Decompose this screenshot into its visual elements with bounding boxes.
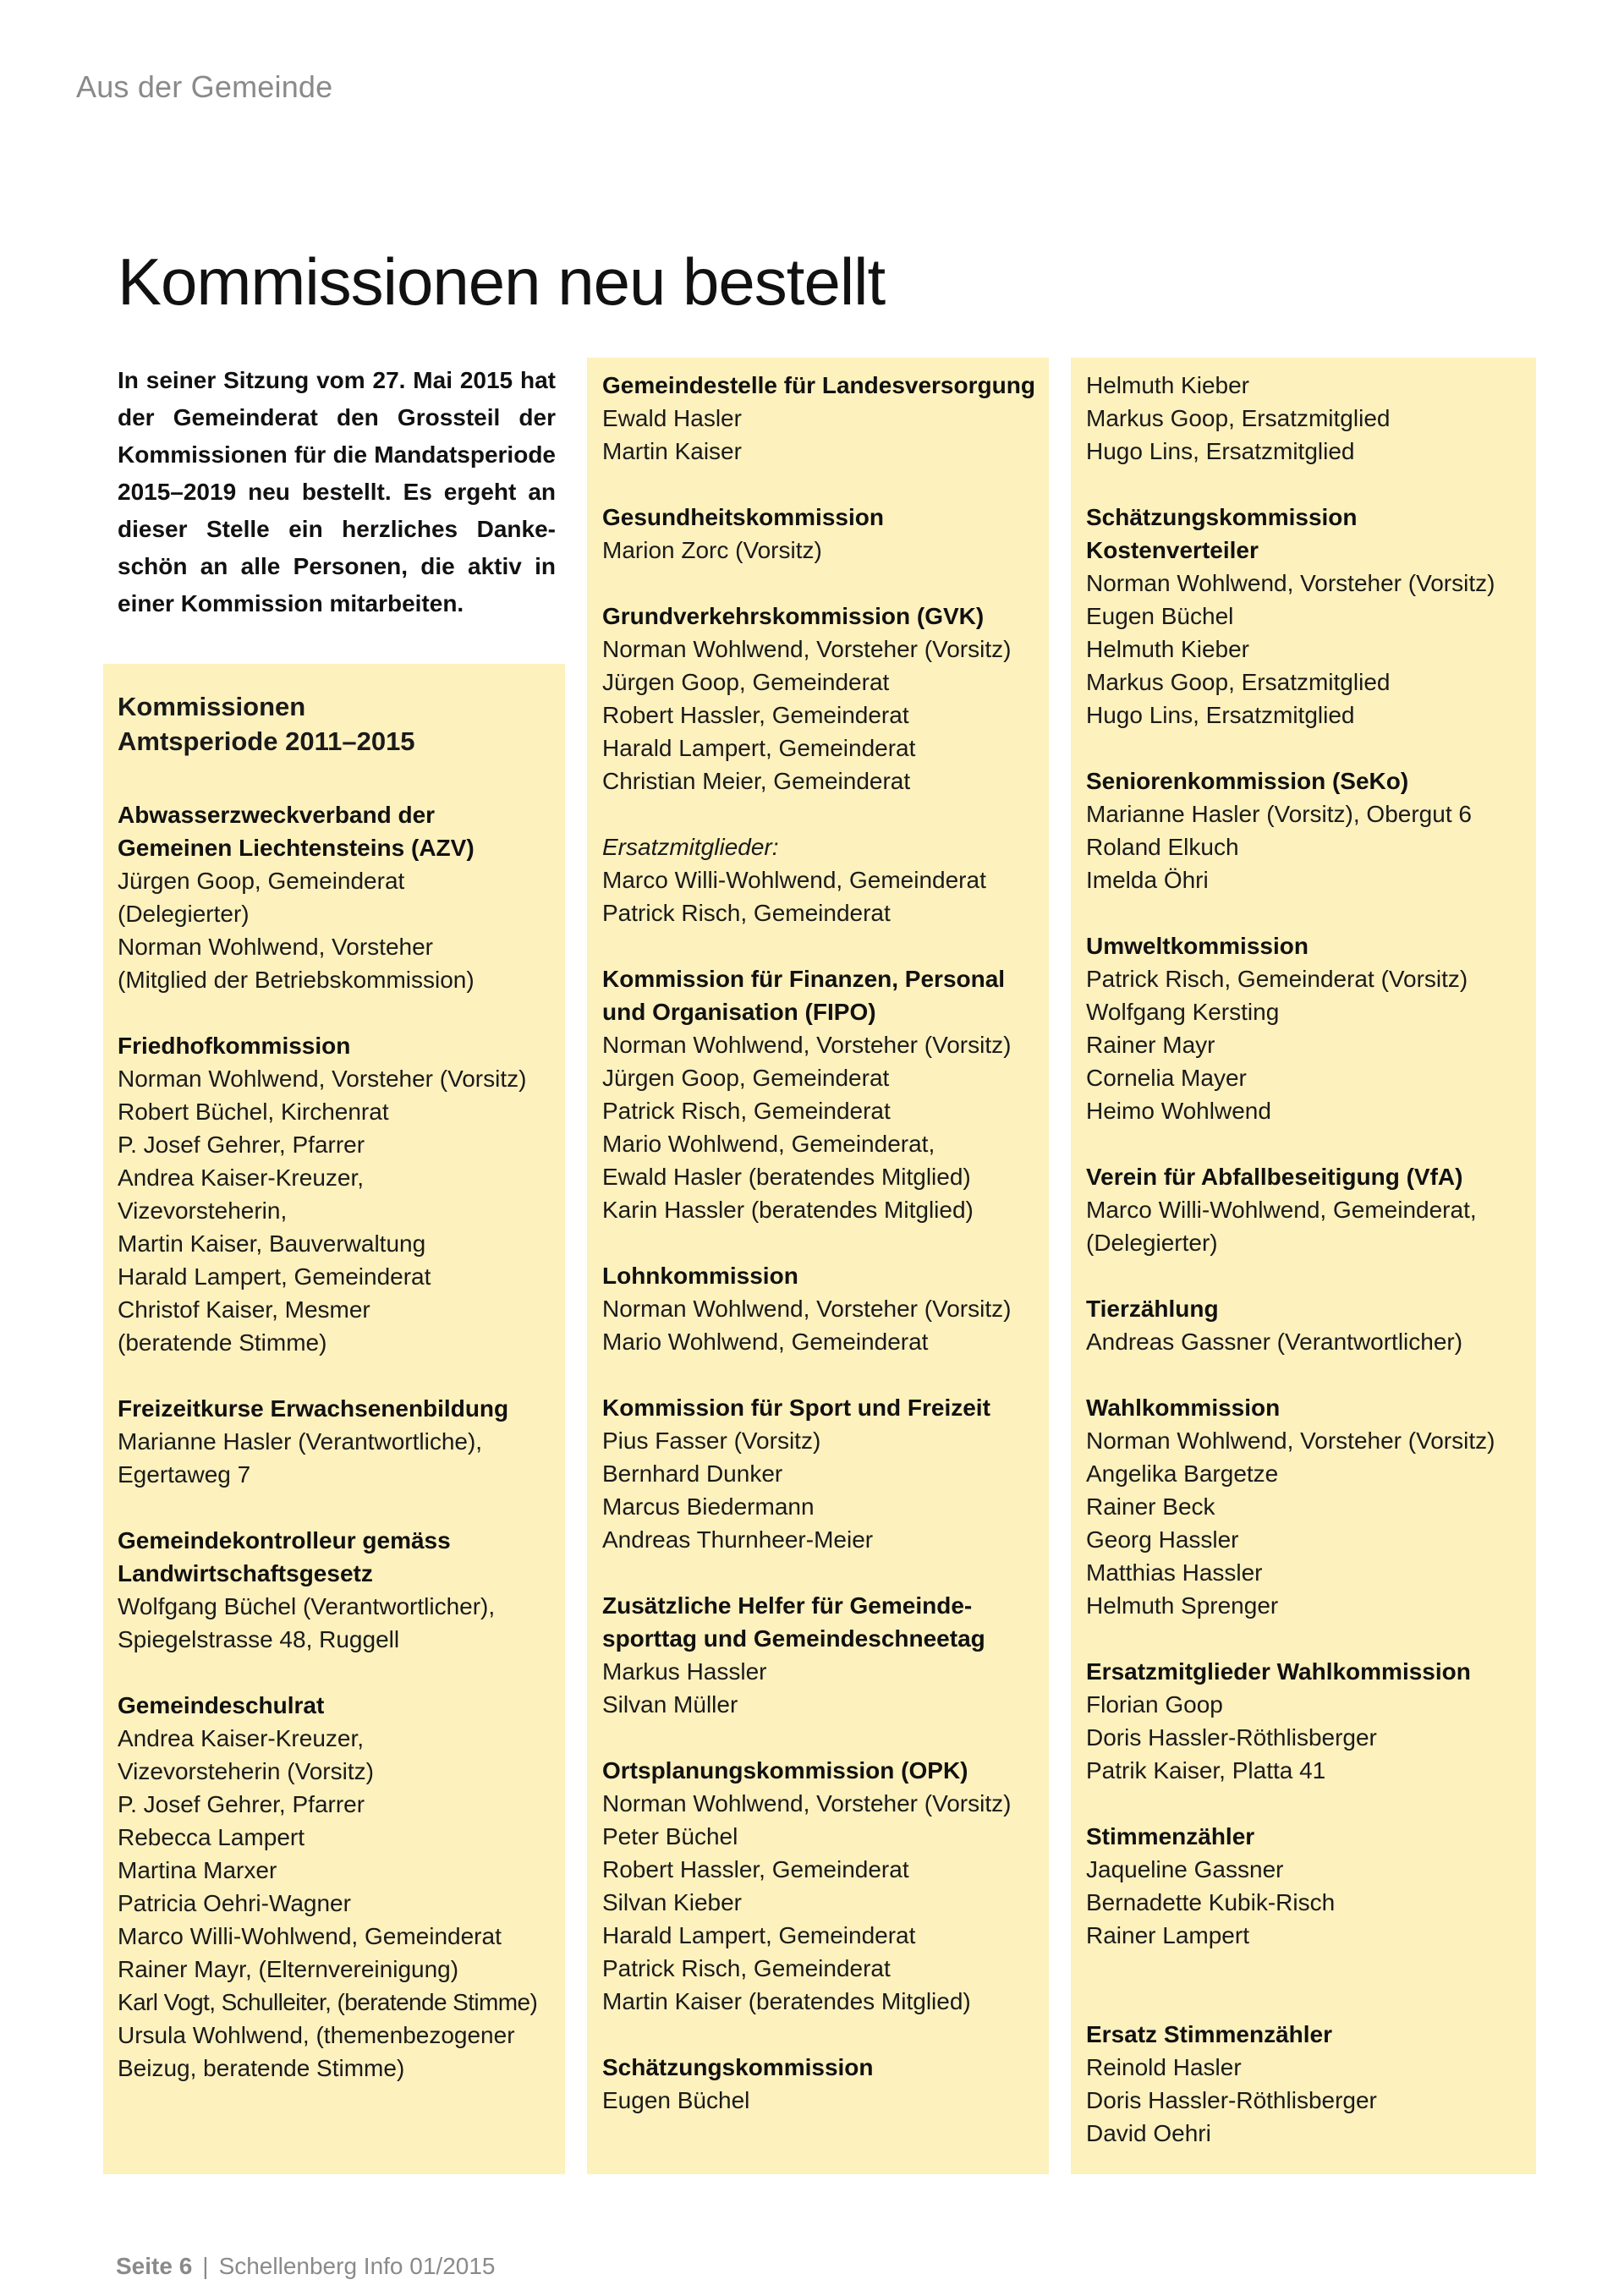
member-entry: Marco Willi-Wohlwend, Gemeinderat, xyxy=(1086,1197,1477,1223)
member-entry: Wolfgang Kersting xyxy=(1086,999,1280,1025)
member-entry: Vizevorsteherin, xyxy=(118,1197,288,1224)
member-entry: Jürgen Goop, Gemeinderat xyxy=(602,669,890,695)
member-entry: Bernhard Dunker xyxy=(602,1460,783,1487)
commission-title: Gemeindestelle für Landesversorgung xyxy=(602,372,1035,398)
member-entry: Mario Wohlwend, Gemeinderat xyxy=(602,1329,929,1355)
commission-group xyxy=(118,1524,553,1656)
commission-title: Schätzungskommission xyxy=(602,2054,874,2080)
commission-title: Kommission für Sport und Freizeit xyxy=(602,1395,990,1421)
member-entry: (Delegierter) xyxy=(1086,1230,1218,1256)
member-entry: Norman Wohlwend, Vorsteher (Vorsitz) xyxy=(602,1790,1012,1817)
member-entry: Rainer Lampert xyxy=(1086,1922,1249,1948)
member-entry: Markus Goop, Ersatzmitglied xyxy=(1086,405,1391,431)
member-entry: (beratende Stimme) xyxy=(118,1329,327,1356)
member-entry: Patrik Kaiser, Platta 41 xyxy=(1086,1757,1326,1784)
member-entry: Helmuth Kieber xyxy=(1086,636,1249,662)
commission-group xyxy=(1086,1292,1528,1358)
section-label: Aus der Gemeinde xyxy=(76,69,333,104)
commission-group xyxy=(602,1259,1037,1358)
member-entry: Robert Hassler, Gemeinderat xyxy=(602,702,909,728)
member-entry: Marianne Hasler (Verantwortliche), xyxy=(118,1428,483,1455)
member-entry: Norman Wohlwend, Vorsteher (Vorsitz) xyxy=(1086,1427,1495,1454)
member-entry: Patricia Oehri-Wagner xyxy=(118,1890,351,1916)
member-entry: Hugo Lins, Ersatzmitglied xyxy=(1086,438,1355,464)
member-entry: Martina Marxer xyxy=(118,1857,277,1883)
member-entry: Patrick Risch, Gemeinderat xyxy=(602,1955,891,1981)
member-entry: Martin Kaiser xyxy=(602,438,742,464)
commission-title: Schätzungskommission Kostenverteiler xyxy=(1086,504,1358,563)
commission-group xyxy=(118,1392,553,1491)
member-entry: Matthias Hassler xyxy=(1086,1559,1263,1586)
member-entry: Rainer Beck xyxy=(1086,1493,1215,1520)
member-entry: Jürgen Goop, Gemeinderat xyxy=(602,1065,890,1091)
footer-separator: | xyxy=(202,2253,209,2279)
member-entry: Jaqueline Gassner xyxy=(1086,1856,1284,1882)
commission-group xyxy=(1086,501,1528,732)
commission-title: Ersatzmitglieder Wahlkommission xyxy=(1086,1658,1471,1685)
member-entry: Vizevorsteherin (Vorsitz) xyxy=(118,1758,374,1784)
page-number: Seite 6 xyxy=(116,2253,193,2279)
member-entry: Doris Hassler-Röthlisberger xyxy=(1086,1724,1377,1751)
member-entry: Florian Goop xyxy=(1086,1691,1223,1718)
commission-group xyxy=(1086,929,1528,1127)
member-entry: Norman Wohlwend, Vorsteher (Vorsitz) xyxy=(118,1066,527,1092)
commission-title: Tierzählung xyxy=(1086,1296,1219,1322)
member-entry: Harald Lampert, Gemeinderat xyxy=(118,1263,431,1290)
commission-title: Freizeitkurse Erwachsenenbildung xyxy=(118,1395,509,1422)
commission-title: Verein für Abfallbeseitigung (VfA) xyxy=(1086,1164,1463,1190)
member-entry: Imelda Öhri xyxy=(1086,867,1209,893)
commission-title: Friedhofkommission xyxy=(118,1033,351,1059)
commission-title: Seniorenkommission (SeKo) xyxy=(1086,768,1409,794)
member-entry: Helmuth Sprenger xyxy=(1086,1592,1279,1619)
commission-title: Ersatz Stimmenzähler xyxy=(1086,2021,1332,2047)
member-entry: Egertaweg 7 xyxy=(118,1461,251,1488)
commission-group xyxy=(118,1029,553,1359)
member-entry: Rainer Mayr xyxy=(1086,1032,1215,1058)
commission-group xyxy=(602,369,1037,468)
commission-title: Lohnkommission xyxy=(602,1263,798,1289)
publication-name: Schellenberg Info 01/2015 xyxy=(218,2253,496,2279)
member-entry: Andreas Gassner (Verantwortlicher) xyxy=(1086,1329,1463,1355)
member-entry: Christian Meier, Gemeinderat xyxy=(602,768,911,794)
commission-group xyxy=(1086,1655,1528,1787)
member-entry: David Oehri xyxy=(1086,2120,1211,2146)
spacer xyxy=(1086,1985,1528,2018)
member-entry: Markus Goop, Ersatzmitglied xyxy=(1086,669,1391,695)
member-entry: Roland Elkuch xyxy=(1086,834,1239,860)
continued-member-list xyxy=(1086,369,1528,468)
member-entry: Silvan Kieber xyxy=(602,1889,742,1915)
member-entry: Hugo Lins, Ersatzmitglied xyxy=(1086,702,1355,728)
page-title: Kommissionen neu bestellt xyxy=(118,244,886,319)
member-entry: Heimo Wohlwend xyxy=(1086,1098,1271,1124)
member-entry: Karl Vogt, Schulleiter, (beratende Stimme) xyxy=(118,1989,538,2015)
commission-title: Wahlkommission xyxy=(1086,1395,1281,1421)
box1-group-list xyxy=(118,798,553,2085)
commission-group xyxy=(602,600,1037,929)
commission-group xyxy=(118,1689,553,2085)
commission-title: Stimmenzähler xyxy=(1086,1823,1255,1849)
member-entry: Norman Wohlwend, Vorsteher xyxy=(118,934,433,960)
member-entry: Marco Willi-Wohlwend, Gemeinderat xyxy=(118,1923,502,1949)
commission-group xyxy=(1086,764,1528,896)
box3-group-list xyxy=(1086,501,1528,2150)
substitute-members-label: Ersatzmitglieder: xyxy=(602,834,779,860)
member-entry: Norman Wohlwend, Vorsteher (Vorsitz) xyxy=(1086,570,1495,596)
member-entry: Eugen Büchel xyxy=(1086,603,1234,629)
member-entry: Martin Kaiser, Bauverwaltung xyxy=(118,1230,426,1257)
commission-title: Umweltkommission xyxy=(1086,933,1309,959)
member-entry: Marianne Hasler (Vorsitz), Obergut 6 xyxy=(1086,801,1472,827)
member-entry: (Mitglied der Betriebskommission) xyxy=(118,967,475,993)
page-footer xyxy=(116,2253,495,2280)
commission-title: Gemeindeschulrat xyxy=(118,1692,325,1718)
commission-group xyxy=(602,1391,1037,1556)
member-entry: Pius Fasser (Vorsitz) xyxy=(602,1427,821,1454)
commission-group xyxy=(602,2051,1037,2117)
commission-group xyxy=(602,501,1037,567)
commission-title: Abwasserzweckverband der Gemeinen Liechtensteins (AZV) xyxy=(118,802,475,861)
member-entry: Beizug, beratende Stimme) xyxy=(118,2055,405,2081)
commission-group xyxy=(1086,1160,1528,1259)
member-entry: Patrick Risch, Gemeinderat xyxy=(602,900,891,926)
member-entry: Spiegelstrasse 48, Ruggell xyxy=(118,1626,400,1652)
member-entry: Harald Lampert, Gemeinderat xyxy=(602,735,916,761)
commissions-box-middle xyxy=(587,358,1049,2174)
member-entry: Doris Hassler-Röthlisberger xyxy=(1086,2087,1377,2113)
commission-group xyxy=(118,798,553,996)
commission-title: Zusätzliche Helfer für Gemeindesporttag und Gemeindeschneetag xyxy=(602,1592,985,1652)
member-entry: Patrick Risch, Gemeinderat xyxy=(602,1098,891,1124)
member-entry: P. Josef Gehrer, Pfarrer xyxy=(118,1791,365,1817)
member-entry: Ursula Wohlwend, (themenbezogener xyxy=(118,2022,515,2048)
commissions-box-left xyxy=(103,664,565,2174)
member-entry: Georg Hassler xyxy=(1086,1526,1239,1553)
member-entry: Rainer Mayr, (Elternvereinigung) xyxy=(118,1956,459,1982)
commission-group xyxy=(1086,1820,1528,1952)
box2-group-list xyxy=(602,369,1037,2117)
member-entry: Karin Hassler (beratendes Mitglied) xyxy=(602,1197,974,1223)
member-entry: Jürgen Goop, Gemeinderat xyxy=(118,868,405,894)
member-entry: Angelika Bargetze xyxy=(1086,1460,1279,1487)
commission-group xyxy=(1086,1391,1528,1622)
member-entry: Marcus Biedermann xyxy=(602,1493,815,1520)
commission-title: Ortsplanungskommission (OPK) xyxy=(602,1757,968,1784)
member-entry: Markus Hassler xyxy=(602,1658,767,1685)
member-entry: Marion Zorc (Vorsitz) xyxy=(602,537,822,563)
member-entry: Rebecca Lampert xyxy=(118,1824,305,1850)
commission-title: Gesundheitskommission xyxy=(602,504,884,530)
member-entry: Ewald Hasler (beratendes Mitglied) xyxy=(602,1164,971,1190)
commissions-box-right xyxy=(1071,358,1536,2174)
member-entry: Norman Wohlwend, Vorsteher (Vorsitz) xyxy=(602,636,1012,662)
commission-group xyxy=(1086,2018,1528,2150)
intro-paragraph: In seiner Sitzung vom 27. Mai 2015 hat der Gemeinderat den Grossteil der Kommissionen für die Mandatsperiode 2015–2019 neu bestellt. Es ergeht an dieser Stelle ein herzliches Dankeschön an alle Personen, die aktiv in einer Kommission mitarbeiten. xyxy=(118,367,556,616)
member-entry: Bernadette Kubik-Risch xyxy=(1086,1889,1336,1915)
member-entry: Norman Wohlwend, Vorsteher (Vorsitz) xyxy=(602,1032,1012,1058)
member-entry: Harald Lampert, Gemeinderat xyxy=(602,1922,916,1948)
member-entry: Peter Büchel xyxy=(602,1823,738,1849)
commission-title: Grundverkehrskommission (GVK) xyxy=(602,603,985,629)
member-entry: Helmuth Kieber xyxy=(1086,372,1249,398)
member-entry: Reinold Hasler xyxy=(1086,2054,1242,2080)
commission-group xyxy=(602,1589,1037,1721)
member-entry: Wolfgang Büchel (Verantwortlicher), xyxy=(118,1593,496,1619)
member-entry: Marco Willi-Wohlwend, Gemeinderat xyxy=(602,867,986,893)
member-entry: Andrea Kaiser-Kreuzer, xyxy=(118,1725,365,1751)
member-entry: Christof Kaiser, Mesmer xyxy=(118,1296,370,1323)
member-entry: Eugen Büchel xyxy=(602,2087,750,2113)
commission-group xyxy=(602,962,1037,1226)
member-entry: Robert Hassler, Gemeinderat xyxy=(602,1856,909,1882)
member-entry: Silvan Müller xyxy=(602,1691,738,1718)
member-entry: Cornelia Mayer xyxy=(1086,1065,1247,1091)
member-entry: Ewald Hasler xyxy=(602,405,742,431)
commission-title: Gemeindekontrolleur gemäss Landwirtschaftsgesetz xyxy=(118,1527,451,1586)
member-entry: Robert Büchel, Kirchenrat xyxy=(118,1099,389,1125)
member-entry: Patrick Risch, Gemeinderat (Vorsitz) xyxy=(1086,966,1468,992)
member-entry: Norman Wohlwend, Vorsteher (Vorsitz) xyxy=(602,1296,1012,1322)
member-entry: Mario Wohlwend, Gemeinderat, xyxy=(602,1131,935,1157)
member-entry: (Delegierter) xyxy=(118,901,250,927)
commission-group xyxy=(602,1754,1037,2018)
member-entry: P. Josef Gehrer, Pfarrer xyxy=(118,1132,365,1158)
member-entry: Martin Kaiser (beratendes Mitglied) xyxy=(602,1988,971,2014)
box-heading: Kommissionen Amtsperiode 2011–2015 xyxy=(118,692,415,756)
member-entry: Andreas Thurnheer-Meier xyxy=(602,1526,874,1553)
member-entry: Andrea Kaiser-Kreuzer, xyxy=(118,1164,365,1191)
commission-title: Kommission für Finanzen, Personal und Organisation (FIPO) xyxy=(602,966,1006,1025)
